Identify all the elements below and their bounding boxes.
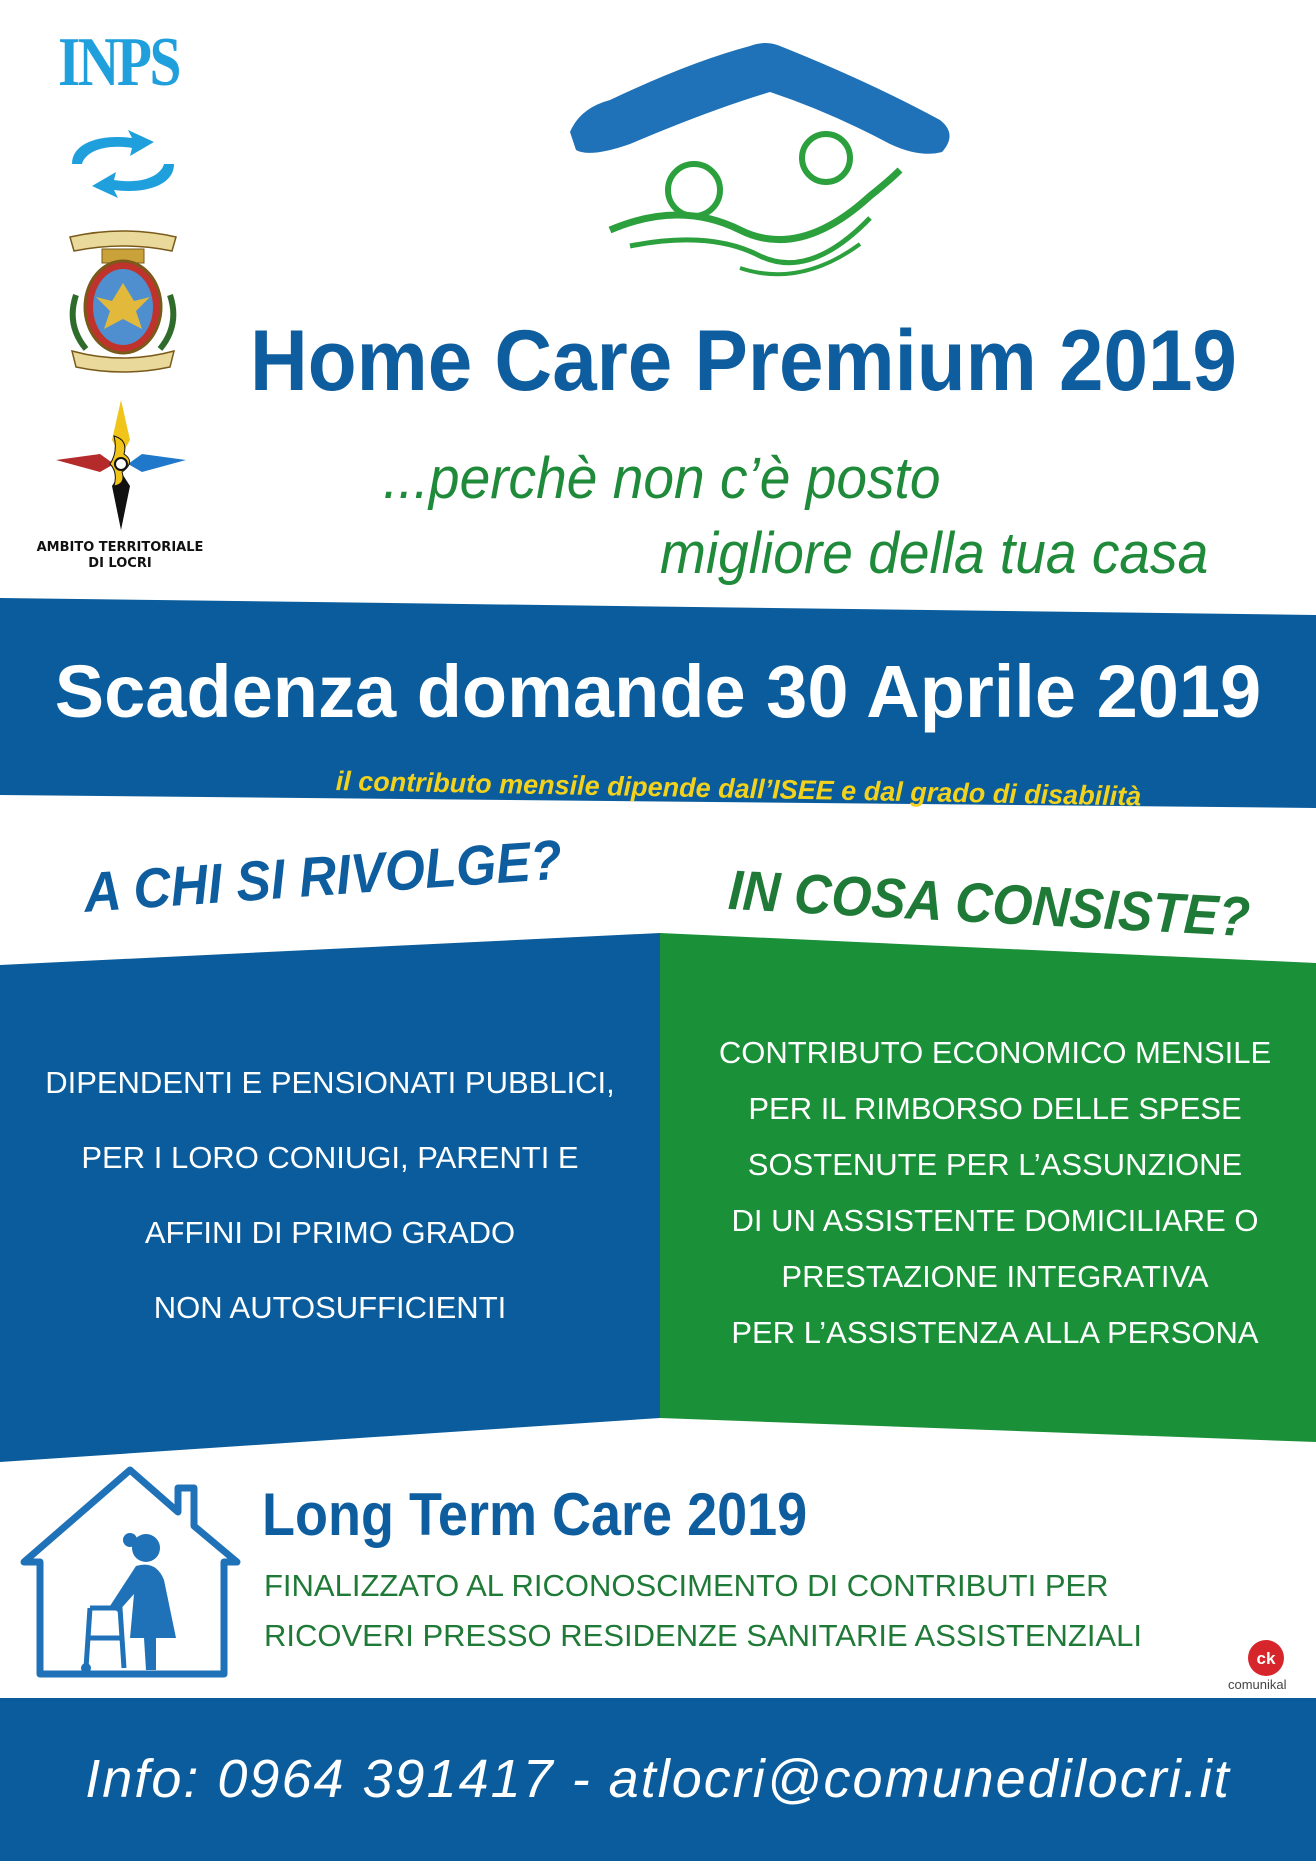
ambito-label-line1: AMBITO TERRITORIALE: [36, 540, 204, 555]
tagline-line2: migliore della tua casa: [660, 521, 1209, 586]
comunikal-logo-icon: [1246, 1638, 1286, 1678]
comunikal-label: comunikal: [1228, 1677, 1287, 1692]
coat-of-arms-icon: [62, 225, 184, 375]
comunikal-mark: ck: [1256, 1649, 1276, 1668]
ambito-territoriale-label: [30, 540, 210, 572]
long-term-care-description-line2: RICOVERI PRESSO RESIDENZE SANITARIE ASSISTENZIALI: [264, 1618, 1142, 1653]
ambito-territoriale-icon: [56, 400, 186, 530]
contact-info: Info: 0964 391417 - atlocri@comunedilocri.it: [85, 1749, 1231, 1809]
inps-arrows-icon: [62, 128, 184, 200]
tagline-line1: ...perchè non c’è posto: [383, 446, 941, 511]
audience-line: DIPENDENTI E PENSIONATI PUBBLICI,: [45, 1065, 615, 1100]
benefit-line: SOSTENUTE PER L’ASSUNZIONE: [747, 1147, 1243, 1182]
benefit-line: CONTRIBUTO ECONOMICO MENSILE: [718, 1035, 1272, 1070]
benefit-line: DI UN ASSISTENTE DOMICILIARE O: [731, 1203, 1259, 1238]
ambito-label-line2: DI LOCRI: [88, 556, 152, 571]
target-audience-text: [10, 1060, 650, 1360]
audience-line: AFFINI DI PRIMO GRADO: [144, 1215, 516, 1250]
isee-note: il contributo mensile dipende dall’ISEE e dal grado di disabilità: [335, 766, 1142, 812]
target-audience-heading: A CHI SI RIVOLGE?: [81, 827, 564, 924]
long-term-care-description-line1: FINALIZZATO AL RICONOSCIMENTO DI CONTRIBUTI PER: [264, 1568, 1109, 1603]
inps-logo-text: INPS: [58, 24, 179, 101]
audience-line: NON AUTOSUFFICIENTI: [153, 1290, 507, 1325]
elderly-care-house-icon: [18, 1462, 243, 1680]
benefit-description-heading: IN COSA CONSISTE?: [726, 858, 1252, 949]
benefit-line: PRESTAZIONE INTEGRATIVA: [781, 1259, 1209, 1294]
benefit-description-text: [680, 1030, 1310, 1366]
audience-line: PER I LORO CONIUGI, PARENTI E: [81, 1140, 579, 1175]
long-term-care-title: Long Term Care 2019: [262, 1481, 808, 1548]
benefit-line: PER IL RIMBORSO DELLE SPESE: [748, 1091, 1242, 1126]
home-care-house-logo-icon: [570, 40, 960, 290]
benefit-line: PER L’ASSISTENZA ALLA PERSONA: [731, 1315, 1259, 1350]
deadline-heading: Scadenza domande 30 Aprile 2019: [54, 650, 1262, 733]
main-title: Home Care Premium 2019: [250, 313, 1237, 409]
